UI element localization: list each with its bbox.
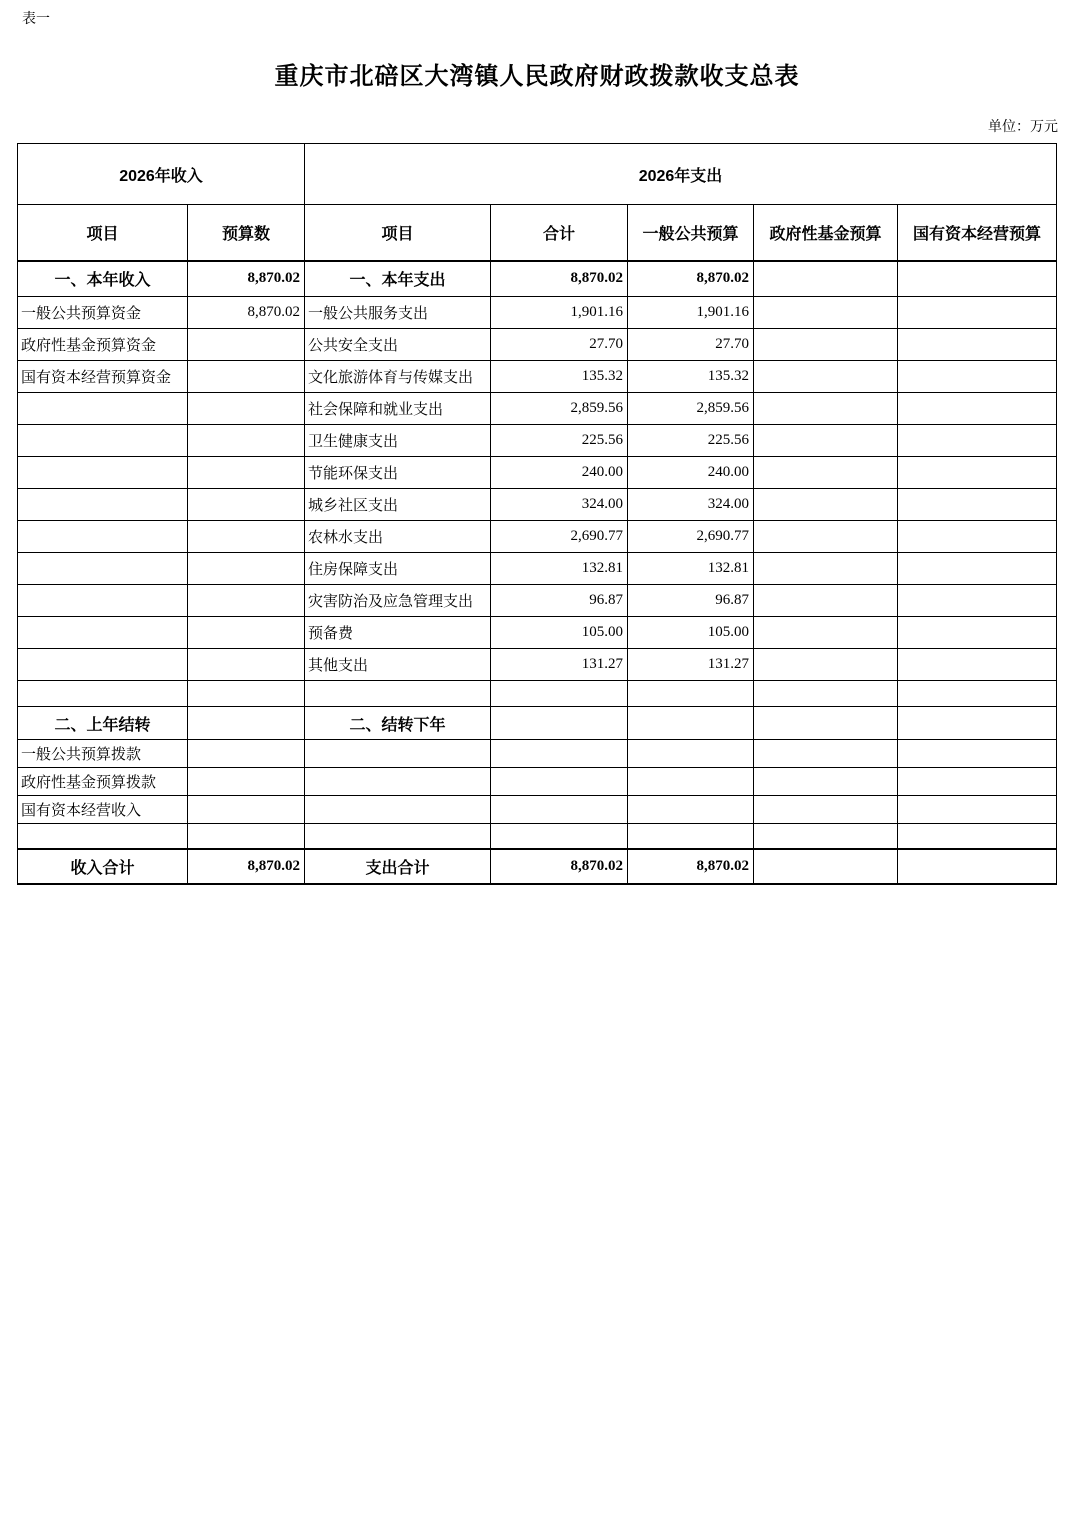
value-cell: 8,870.02	[188, 849, 305, 884]
value-cell	[754, 361, 898, 393]
value-cell	[628, 740, 754, 768]
value-cell	[898, 585, 1057, 617]
value-cell	[898, 824, 1057, 849]
table-row	[18, 585, 1057, 617]
value-cell	[188, 707, 305, 740]
item-cell: 其他支出	[305, 649, 491, 681]
value-cell: 8,870.02	[188, 261, 305, 297]
value-cell	[491, 768, 628, 796]
value-cell	[754, 649, 898, 681]
value-cell: 240.00	[628, 457, 754, 489]
item-cell: 政府性基金预算拨款	[18, 768, 188, 796]
value-cell	[188, 768, 305, 796]
table-row	[18, 796, 1057, 824]
value-cell	[754, 457, 898, 489]
table-row	[18, 457, 1057, 489]
item-cell	[305, 796, 491, 824]
value-cell: 105.00	[491, 617, 628, 649]
value-cell	[754, 553, 898, 585]
item-cell	[18, 457, 188, 489]
value-cell: 1,901.16	[491, 297, 628, 329]
item-cell	[305, 768, 491, 796]
item-cell	[305, 740, 491, 768]
item-cell: 二、结转下年	[305, 707, 491, 740]
item-cell: 支出合计	[305, 849, 491, 884]
unit-note: 单位：万元	[988, 120, 1058, 135]
table-row	[18, 425, 1057, 457]
page-title: 重庆市北碚区大湾镇人民政府财政拨款收支总表	[274, 64, 800, 90]
value-cell	[898, 521, 1057, 553]
table-row	[18, 489, 1057, 521]
value-cell	[754, 521, 898, 553]
value-cell	[754, 768, 898, 796]
value-cell	[491, 740, 628, 768]
column-header-row	[18, 205, 1057, 261]
value-cell	[188, 329, 305, 361]
item-cell: 文化旅游体育与传媒支出	[305, 361, 491, 393]
value-cell	[188, 740, 305, 768]
item-cell: 灾害防治及应急管理支出	[305, 585, 491, 617]
value-cell	[754, 681, 898, 707]
item-cell: 国有资本经营预算资金	[18, 361, 188, 393]
table-row	[18, 617, 1057, 649]
value-cell: 2,690.77	[491, 521, 628, 553]
expenditure-group-header: 2026年支出	[305, 144, 1057, 205]
value-cell	[188, 824, 305, 849]
item-cell: 城乡社区支出	[305, 489, 491, 521]
item-cell	[305, 824, 491, 849]
value-cell: 2,859.56	[491, 393, 628, 425]
value-cell	[898, 617, 1057, 649]
value-cell	[188, 553, 305, 585]
item-cell	[18, 553, 188, 585]
value-cell	[491, 824, 628, 849]
value-cell	[491, 681, 628, 707]
value-cell	[898, 425, 1057, 457]
table-row	[18, 849, 1057, 884]
table-row	[18, 393, 1057, 425]
table-row	[18, 261, 1057, 297]
item-cell: 公共安全支出	[305, 329, 491, 361]
table-row	[18, 329, 1057, 361]
item-cell	[18, 393, 188, 425]
value-cell: 225.56	[491, 425, 628, 457]
column-header: 一般公共预算	[628, 205, 754, 261]
value-cell: 8,870.02	[188, 297, 305, 329]
value-cell: 324.00	[491, 489, 628, 521]
value-cell	[628, 824, 754, 849]
value-cell	[188, 361, 305, 393]
value-cell: 2,859.56	[628, 393, 754, 425]
item-cell	[18, 617, 188, 649]
value-cell	[754, 425, 898, 457]
value-cell: 8,870.02	[628, 849, 754, 884]
value-cell	[754, 849, 898, 884]
item-cell: 节能环保支出	[305, 457, 491, 489]
value-cell: 135.32	[491, 361, 628, 393]
item-cell: 社会保障和就业支出	[305, 393, 491, 425]
value-cell	[898, 457, 1057, 489]
value-cell	[898, 297, 1057, 329]
value-cell	[754, 707, 898, 740]
item-cell: 收入合计	[18, 849, 188, 884]
value-cell	[898, 740, 1057, 768]
value-cell: 2,690.77	[628, 521, 754, 553]
budget-summary-table	[17, 143, 1057, 885]
value-cell	[898, 261, 1057, 297]
item-cell: 预备费	[305, 617, 491, 649]
item-cell: 一、本年支出	[305, 261, 491, 297]
item-cell	[18, 521, 188, 553]
item-cell: 农林水支出	[305, 521, 491, 553]
table-row	[18, 297, 1057, 329]
table-row	[18, 740, 1057, 768]
column-header: 国有资本经营预算	[898, 205, 1057, 261]
item-cell: 卫生健康支出	[305, 425, 491, 457]
column-header: 项目	[18, 205, 188, 261]
item-cell: 住房保障支出	[305, 553, 491, 585]
item-cell	[18, 681, 188, 707]
value-cell: 105.00	[628, 617, 754, 649]
item-cell	[18, 489, 188, 521]
value-cell	[898, 361, 1057, 393]
value-cell	[188, 521, 305, 553]
value-cell	[188, 393, 305, 425]
item-cell: 一般公共服务支出	[305, 297, 491, 329]
table-row	[18, 649, 1057, 681]
value-cell: 225.56	[628, 425, 754, 457]
table-index-label: 表一	[22, 12, 50, 27]
item-cell	[18, 824, 188, 849]
table-row	[18, 824, 1057, 849]
value-cell	[754, 585, 898, 617]
value-cell	[188, 796, 305, 824]
value-cell	[628, 681, 754, 707]
value-cell: 132.81	[491, 553, 628, 585]
value-cell	[754, 261, 898, 297]
value-cell	[628, 796, 754, 824]
value-cell	[898, 489, 1057, 521]
value-cell	[491, 707, 628, 740]
value-cell	[754, 393, 898, 425]
income-group-header: 2026年收入	[18, 144, 305, 205]
value-cell: 8,870.02	[628, 261, 754, 297]
value-cell	[188, 585, 305, 617]
value-cell	[188, 457, 305, 489]
value-cell: 1,901.16	[628, 297, 754, 329]
item-cell: 一、本年收入	[18, 261, 188, 297]
column-header: 项目	[305, 205, 491, 261]
column-header: 合计	[491, 205, 628, 261]
value-cell	[898, 329, 1057, 361]
value-cell	[754, 740, 898, 768]
item-cell	[18, 649, 188, 681]
item-cell	[18, 425, 188, 457]
value-cell	[628, 707, 754, 740]
item-cell: 二、上年结转	[18, 707, 188, 740]
table-row	[18, 361, 1057, 393]
value-cell	[898, 768, 1057, 796]
value-cell: 96.87	[491, 585, 628, 617]
value-cell	[754, 796, 898, 824]
value-cell	[898, 681, 1057, 707]
value-cell: 240.00	[491, 457, 628, 489]
table-row	[18, 681, 1057, 707]
value-cell: 131.27	[628, 649, 754, 681]
table-row	[18, 707, 1057, 740]
column-header: 预算数	[188, 205, 305, 261]
value-cell: 96.87	[628, 585, 754, 617]
value-cell: 131.27	[491, 649, 628, 681]
column-header: 政府性基金预算	[754, 205, 898, 261]
table-row	[18, 521, 1057, 553]
value-cell	[188, 681, 305, 707]
value-cell	[188, 489, 305, 521]
value-cell	[628, 768, 754, 796]
table-row	[18, 768, 1057, 796]
item-cell: 政府性基金预算资金	[18, 329, 188, 361]
group-header-row	[18, 144, 1057, 205]
value-cell: 8,870.02	[491, 261, 628, 297]
value-cell	[898, 553, 1057, 585]
value-cell	[898, 796, 1057, 824]
value-cell	[754, 297, 898, 329]
value-cell: 27.70	[628, 329, 754, 361]
value-cell: 8,870.02	[491, 849, 628, 884]
value-cell	[754, 824, 898, 849]
value-cell	[898, 707, 1057, 740]
value-cell	[754, 489, 898, 521]
value-cell: 27.70	[491, 329, 628, 361]
item-cell: 国有资本经营收入	[18, 796, 188, 824]
value-cell: 324.00	[628, 489, 754, 521]
item-cell	[18, 585, 188, 617]
value-cell	[898, 849, 1057, 884]
value-cell	[898, 649, 1057, 681]
value-cell	[754, 617, 898, 649]
value-cell	[491, 796, 628, 824]
value-cell	[188, 649, 305, 681]
value-cell: 132.81	[628, 553, 754, 585]
item-cell	[305, 681, 491, 707]
value-cell	[754, 329, 898, 361]
value-cell: 135.32	[628, 361, 754, 393]
value-cell	[188, 425, 305, 457]
table-row	[18, 553, 1057, 585]
item-cell: 一般公共预算拨款	[18, 740, 188, 768]
value-cell	[188, 617, 305, 649]
item-cell: 一般公共预算资金	[18, 297, 188, 329]
value-cell	[898, 393, 1057, 425]
